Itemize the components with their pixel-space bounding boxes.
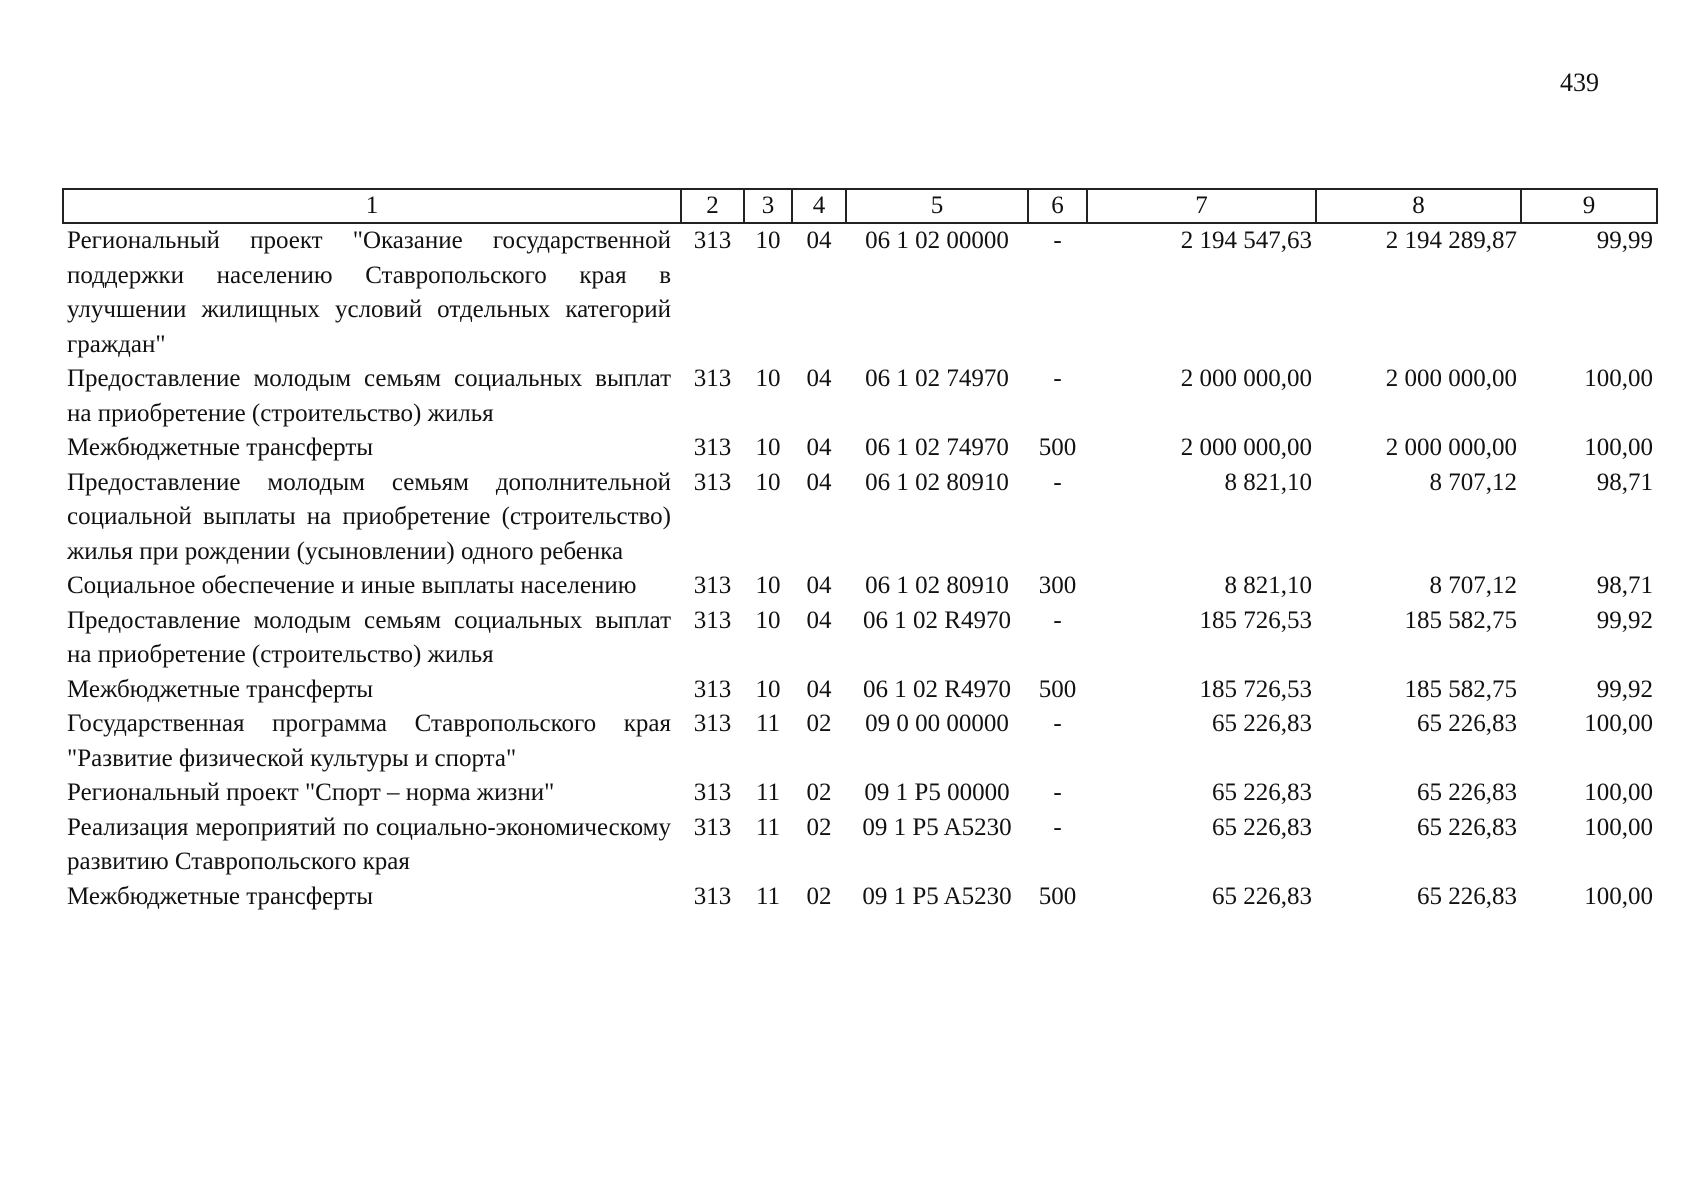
table-row bbox=[63, 776, 1657, 811]
row-planned: 65 226,83 bbox=[1212, 779, 1312, 806]
header-row bbox=[63, 189, 1657, 223]
row-name: Региональный проект "Спорт – норма жизни" bbox=[67, 779, 555, 806]
row-planned: 65 226,83 bbox=[1212, 710, 1312, 737]
table-body bbox=[63, 223, 1657, 914]
row-name: Межбюджетные трансферты bbox=[67, 675, 374, 703]
row-target-article: 09 1 P5 A5230 bbox=[862, 882, 1012, 910]
column-header-2: 2 bbox=[681, 189, 744, 223]
row-target-article: 06 1 02 74970 bbox=[865, 365, 1009, 392]
page-number: 439 bbox=[1560, 68, 1599, 97]
row-expense-type: - bbox=[1053, 606, 1062, 634]
table-row bbox=[63, 811, 1657, 880]
row-section: 11 bbox=[755, 813, 781, 841]
row-expense-type: - bbox=[1053, 227, 1062, 254]
row-name: Межбюджетные трансферты bbox=[67, 434, 374, 461]
table-row bbox=[63, 707, 1657, 776]
row-executed: 8 707,12 bbox=[1429, 468, 1517, 496]
column-header-3: 3 bbox=[744, 189, 792, 223]
row-name: Государственная программа Ставропольского края "Развитие физической культуры и спорта" bbox=[67, 710, 671, 772]
row-percent: 100,00 bbox=[1584, 434, 1653, 461]
row-code-admin: 313 bbox=[693, 227, 732, 254]
row-subsection: 04 bbox=[806, 365, 832, 392]
row-executed: 2 194 289,87 bbox=[1385, 227, 1517, 254]
column-header-1: 1 bbox=[63, 189, 681, 223]
row-planned: 8 821,10 bbox=[1224, 572, 1312, 599]
row-percent: 98,71 bbox=[1596, 572, 1653, 599]
row-name: Реализация мероприятий по социально-экономическому развитию Ставропольского края bbox=[67, 813, 671, 875]
row-section: 10 bbox=[755, 606, 781, 634]
row-subsection: 02 bbox=[806, 710, 832, 737]
row-executed: 65 226,83 bbox=[1417, 779, 1517, 806]
row-target-article: 06 1 02 74970 bbox=[865, 434, 1009, 461]
row-percent: 100,00 bbox=[1584, 779, 1653, 806]
row-name: Региональный проект "Оказание государственной поддержки населению Ставропольского края в улучшении жилищных условий отдельных категорий граждан" bbox=[67, 227, 671, 358]
table-row bbox=[63, 673, 1657, 708]
row-percent: 99,92 bbox=[1596, 606, 1653, 634]
row-section: 10 bbox=[755, 468, 781, 496]
column-header-9: 9 bbox=[1521, 189, 1657, 223]
column-header-5: 5 bbox=[846, 189, 1028, 223]
row-planned: 185 726,53 bbox=[1199, 606, 1312, 634]
row-expense-type: 500 bbox=[1038, 675, 1077, 703]
table-row bbox=[63, 569, 1657, 604]
budget-table bbox=[62, 188, 1658, 914]
row-target-article: 06 1 02 00000 bbox=[865, 227, 1009, 254]
row-section: 10 bbox=[755, 675, 781, 703]
row-code-admin: 313 bbox=[693, 675, 732, 703]
row-subsection: 04 bbox=[806, 675, 832, 703]
row-executed: 65 226,83 bbox=[1417, 813, 1517, 841]
row-percent: 99,92 bbox=[1596, 675, 1653, 703]
row-planned: 2 000 000,00 bbox=[1180, 365, 1312, 392]
row-section: 11 bbox=[755, 710, 781, 737]
table-row bbox=[63, 880, 1657, 915]
column-header-4: 4 bbox=[792, 189, 846, 223]
row-planned: 65 226,83 bbox=[1212, 813, 1312, 841]
column-header-7: 7 bbox=[1087, 189, 1316, 223]
table-row bbox=[63, 466, 1657, 570]
budget-table-container bbox=[62, 188, 1656, 914]
row-code-admin: 313 bbox=[693, 365, 732, 392]
table-row bbox=[63, 362, 1657, 431]
row-percent: 100,00 bbox=[1584, 365, 1653, 392]
row-planned: 2 000 000,00 bbox=[1180, 434, 1312, 461]
row-code-admin: 313 bbox=[693, 468, 732, 496]
row-target-article: 06 1 02 R4970 bbox=[863, 675, 1011, 703]
row-subsection: 02 bbox=[806, 779, 832, 806]
row-name: Предоставление молодым семьям социальных выплат на приобретение (строительство) жилья bbox=[67, 365, 671, 427]
row-planned: 2 194 547,63 bbox=[1180, 227, 1312, 254]
row-executed: 2 000 000,00 bbox=[1385, 365, 1517, 392]
row-subsection: 02 bbox=[806, 813, 832, 841]
row-subsection: 02 bbox=[806, 882, 832, 910]
row-expense-type: - bbox=[1053, 813, 1062, 841]
row-expense-type: - bbox=[1053, 365, 1062, 392]
row-percent: 100,00 bbox=[1584, 813, 1653, 841]
row-code-admin: 313 bbox=[693, 779, 732, 806]
row-percent: 100,00 bbox=[1584, 882, 1653, 910]
row-subsection: 04 bbox=[806, 468, 832, 496]
row-code-admin: 313 bbox=[693, 882, 732, 910]
row-section: 10 bbox=[755, 365, 781, 392]
row-section: 11 bbox=[755, 882, 781, 910]
row-percent: 99,99 bbox=[1596, 227, 1653, 254]
row-target-article: 06 1 02 R4970 bbox=[863, 606, 1011, 634]
row-percent: 98,71 bbox=[1596, 468, 1653, 496]
row-section: 10 bbox=[755, 572, 781, 599]
row-subsection: 04 bbox=[806, 227, 832, 254]
row-subsection: 04 bbox=[806, 572, 832, 599]
row-code-admin: 313 bbox=[693, 813, 732, 841]
row-expense-type: - bbox=[1053, 710, 1062, 737]
row-code-admin: 313 bbox=[693, 572, 732, 599]
row-target-article: 09 1 P5 A5230 bbox=[862, 813, 1012, 841]
row-executed: 65 226,83 bbox=[1417, 710, 1517, 737]
row-planned: 65 226,83 bbox=[1212, 882, 1312, 910]
row-target-article: 06 1 02 80910 bbox=[865, 468, 1009, 496]
row-target-article: 09 0 00 00000 bbox=[865, 710, 1009, 737]
row-target-article: 09 1 P5 00000 bbox=[864, 779, 1010, 806]
row-name: Межбюджетные трансферты bbox=[67, 882, 374, 910]
row-executed: 2 000 000,00 bbox=[1385, 434, 1517, 461]
row-expense-type: 500 bbox=[1038, 434, 1077, 461]
table-row bbox=[63, 223, 1657, 362]
row-code-admin: 313 bbox=[693, 434, 732, 461]
row-section: 10 bbox=[755, 434, 781, 461]
row-section: 10 bbox=[755, 227, 781, 254]
row-subsection: 04 bbox=[806, 434, 832, 461]
row-percent: 100,00 bbox=[1584, 710, 1653, 737]
row-planned: 185 726,53 bbox=[1199, 675, 1312, 703]
row-executed: 8 707,12 bbox=[1429, 572, 1517, 599]
table-row bbox=[63, 604, 1657, 673]
column-header-8: 8 bbox=[1316, 189, 1521, 223]
row-executed: 185 582,75 bbox=[1404, 606, 1517, 634]
row-expense-type: - bbox=[1053, 468, 1062, 496]
row-executed: 185 582,75 bbox=[1404, 675, 1517, 703]
row-code-admin: 313 bbox=[693, 710, 732, 737]
row-planned: 8 821,10 bbox=[1224, 468, 1312, 496]
row-expense-type: 300 bbox=[1038, 572, 1077, 599]
row-expense-type: - bbox=[1053, 779, 1062, 806]
row-name: Социальное обеспечение и иные выплаты населению bbox=[67, 572, 637, 599]
row-code-admin: 313 bbox=[693, 606, 732, 634]
row-name: Предоставление молодым семьям дополнительной социальной выплаты на приобретение (строительство) жилья при рождении (усыновлении) одного ребенка bbox=[67, 468, 671, 565]
table-row bbox=[63, 431, 1657, 466]
row-executed: 65 226,83 bbox=[1417, 882, 1517, 910]
row-name: Предоставление молодым семьям социальных выплат на приобретение (строительство) жилья bbox=[67, 606, 671, 668]
row-expense-type: 500 bbox=[1038, 882, 1077, 910]
row-section: 11 bbox=[755, 779, 781, 806]
column-header-6: 6 bbox=[1028, 189, 1087, 223]
row-subsection: 04 bbox=[806, 606, 832, 634]
row-target-article: 06 1 02 80910 bbox=[865, 572, 1009, 599]
